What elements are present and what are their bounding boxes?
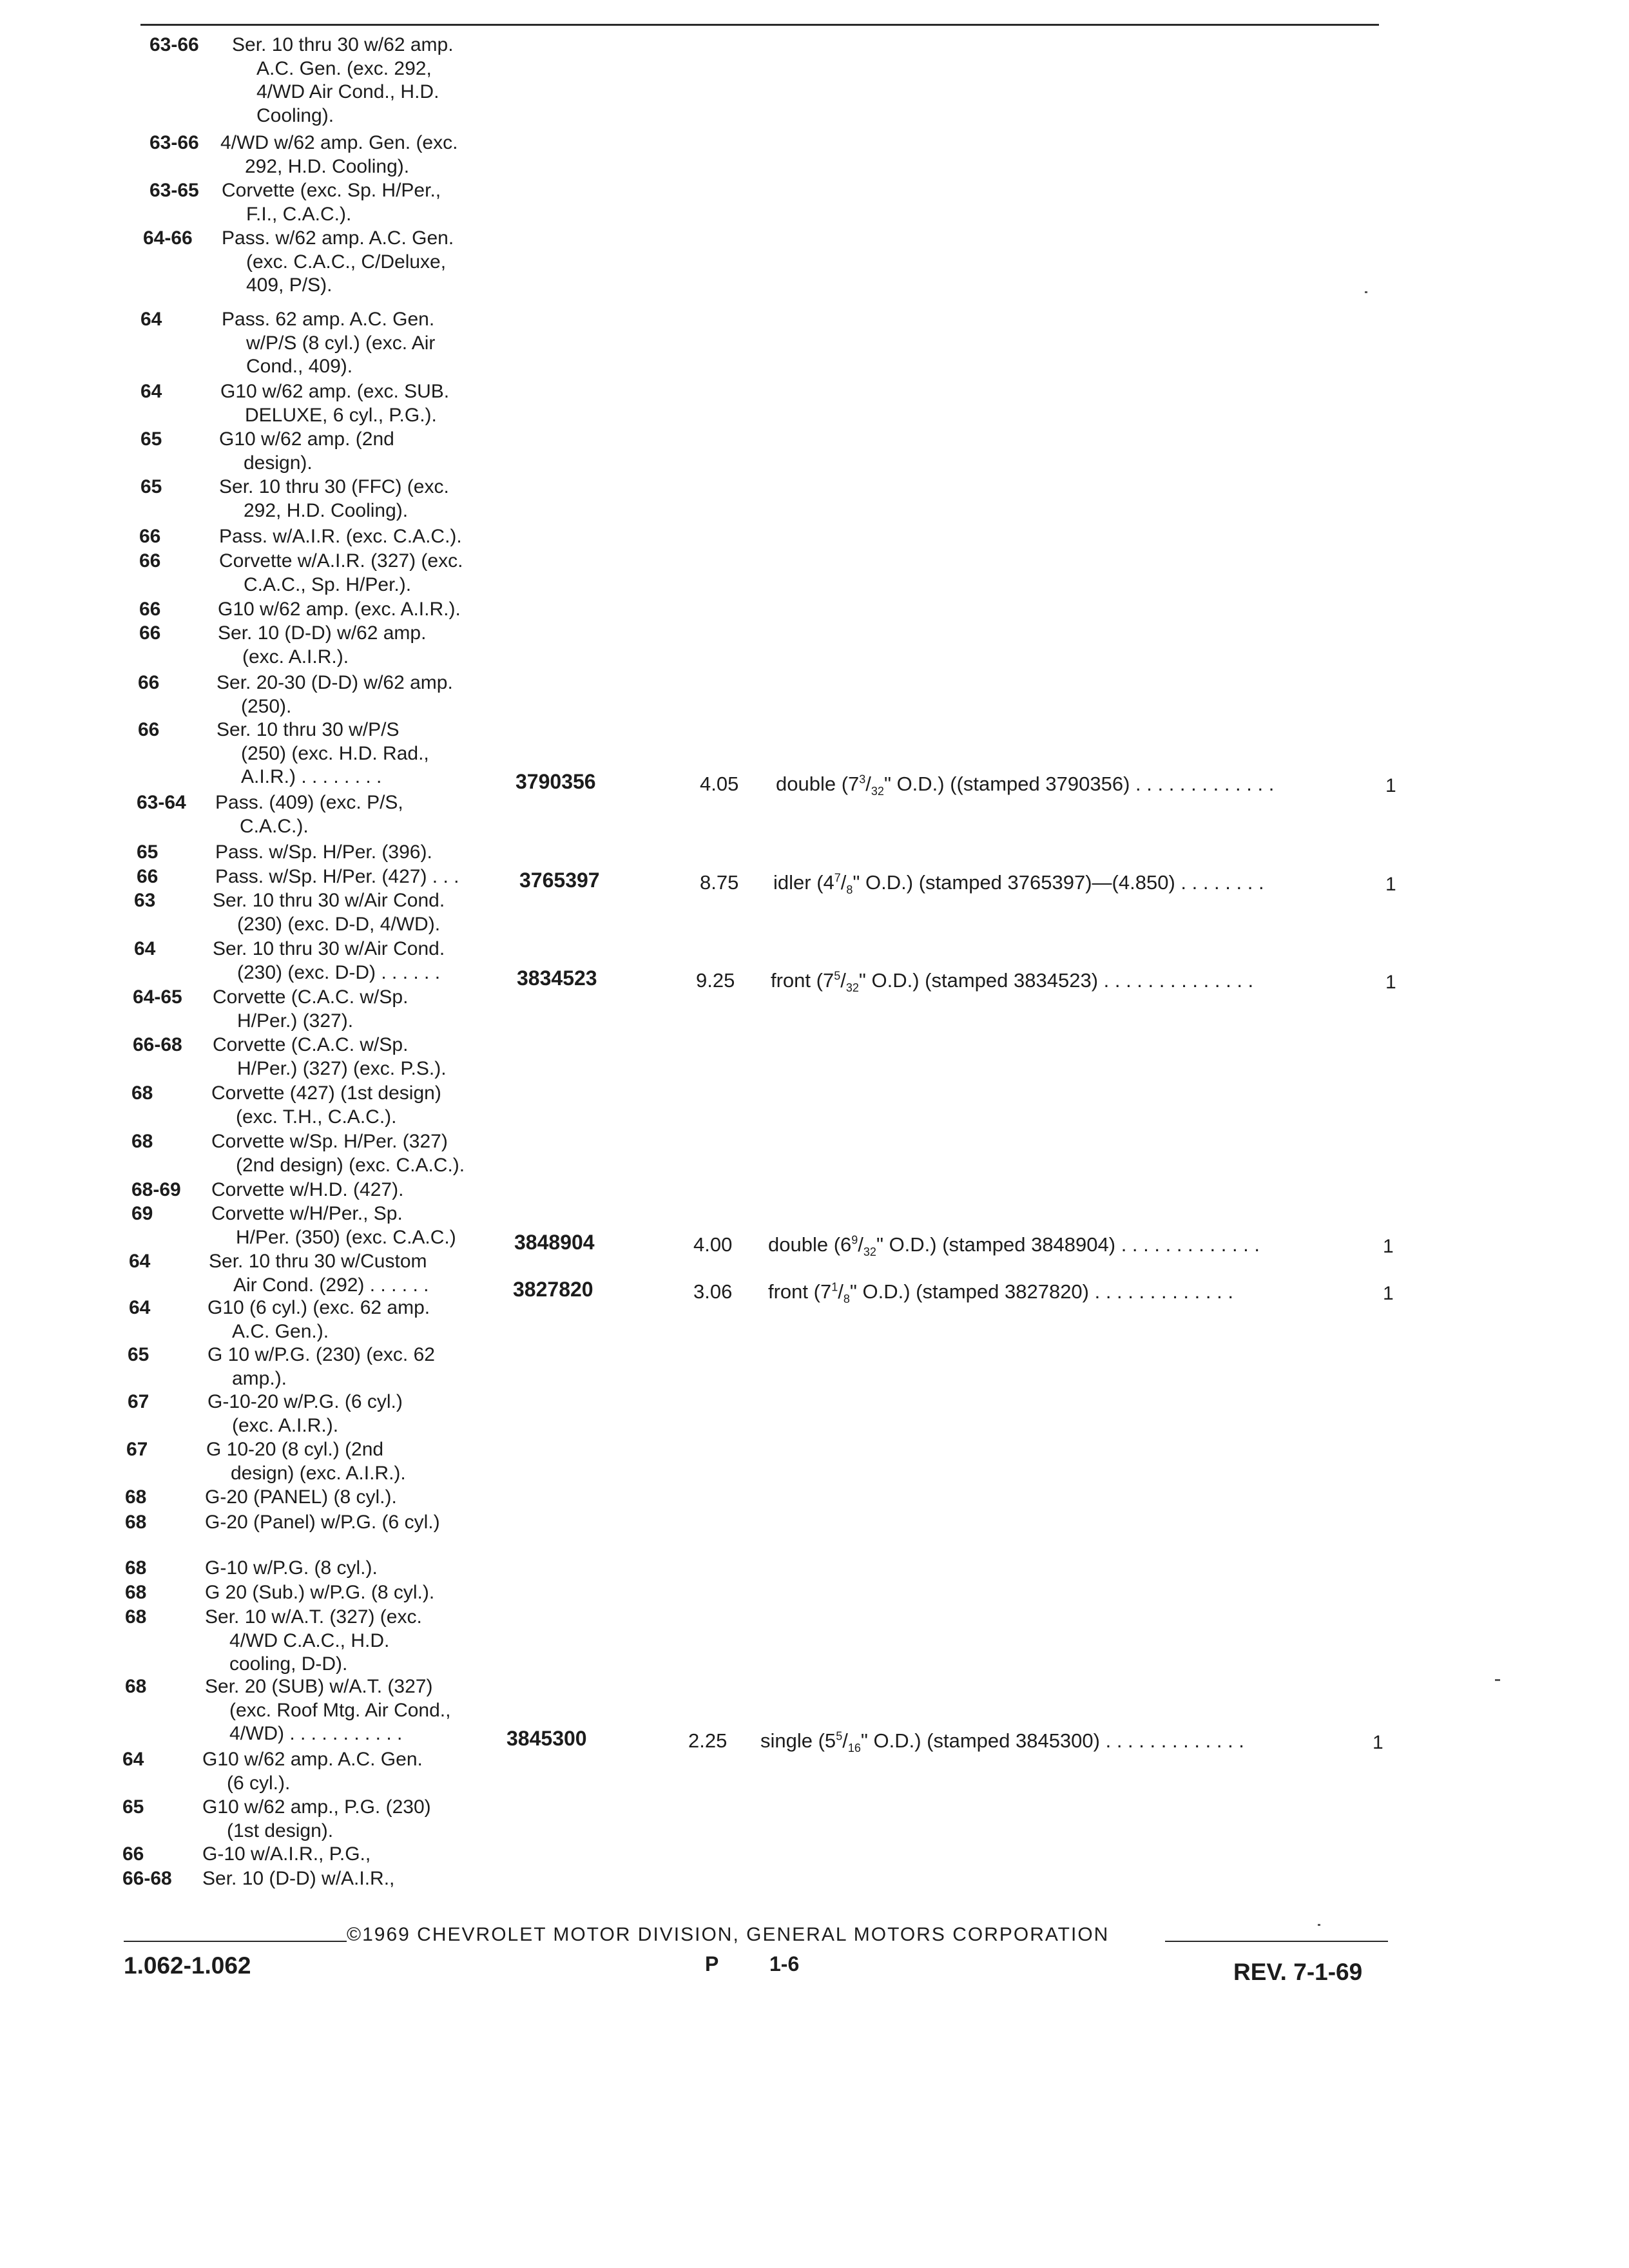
model-years: 68 [125, 1606, 147, 1628]
fraction-denominator: 8 [843, 1293, 850, 1306]
model-years: 65 [137, 841, 159, 863]
description-line: 4/WD) . . . . . . . . . . . [229, 1723, 403, 1744]
description-line: Ser. 10 thru 30 w/Air Cond. [213, 938, 445, 959]
model-years: 68 [125, 1557, 147, 1579]
application-description [215, 791, 403, 838]
description-line: G10 w/62 amp. (exc. A.I.R.). [218, 599, 461, 620]
description-line: (exc. Roof Mtg. Air Cond., [229, 1699, 451, 1721]
description-line: Cooling). [256, 104, 334, 126]
description-line: G 10-20 (8 cyl.) (2nd [206, 1439, 384, 1460]
application-description [218, 598, 461, 622]
application-description [222, 308, 435, 379]
fraction-slash: / [865, 773, 871, 795]
description-line: G10 (6 cyl.) (exc. 62 amp. [207, 1297, 430, 1318]
description-line: design) (exc. A.I.R.). [231, 1462, 406, 1484]
quantity: 1 [1373, 1732, 1383, 1753]
fraction-numerator: 7 [834, 871, 841, 885]
application-description [213, 937, 445, 985]
description-text: " O.D.) (stamped 3827820) . . . . . . . . . . . . . [849, 1280, 1233, 1303]
fraction-slash: / [838, 1280, 843, 1303]
model-years: 66 [138, 672, 160, 693]
fraction-numerator: 1 [831, 1280, 838, 1294]
application-description [219, 476, 449, 523]
description-line: Ser. 10 thru 30 (FFC) (exc. [219, 476, 449, 497]
description-line: Ser. 20 (SUB) w/A.T. (327) [205, 1676, 433, 1697]
application-description [220, 380, 449, 427]
application-description [213, 889, 445, 936]
model-years: 65 [140, 476, 162, 497]
fraction-denominator: 32 [845, 981, 859, 995]
description-line: Ser. 10 w/A.T. (327) (exc. [205, 1606, 422, 1628]
application-description [219, 525, 462, 549]
model-years: 65 [122, 1796, 144, 1818]
description-text: double (6 [768, 1233, 852, 1256]
application-description [211, 1178, 403, 1202]
description-line: w/P/S (8 cyl.) (exc. Air [246, 332, 436, 354]
part-number: 3845300 [506, 1727, 587, 1750]
copyright-line: ©1969 CHEVROLET MOTOR DIVISION, GENERAL MOTORS CORPORATION [347, 1924, 1110, 1945]
part-description [768, 1233, 1260, 1259]
fraction-slash: / [840, 871, 847, 894]
description-line: 292, H.D. Cooling). [245, 155, 410, 177]
fraction-numerator: 9 [851, 1233, 858, 1247]
list-price: 2.25 [688, 1729, 728, 1752]
description-text: " O.D.) (stamped 3845300) . . . . . . . . . . . . . [860, 1729, 1244, 1752]
quantity: 1 [1385, 874, 1396, 895]
application-description [232, 34, 454, 128]
application-description [207, 1390, 403, 1437]
description-line: Ser. 10 thru 30 w/62 amp. [232, 34, 454, 55]
description-line: (exc. T.H., C.A.C.). [236, 1106, 397, 1128]
part-number: 3834523 [517, 966, 597, 990]
model-years: 64-65 [133, 986, 182, 1008]
description-line: 409, P/S). [246, 274, 333, 296]
model-years: 69 [131, 1203, 153, 1224]
fraction-slash: / [842, 1729, 848, 1752]
description-line: DELUXE, 6 cyl., P.G.). [245, 404, 437, 426]
description-line: amp.). [232, 1367, 287, 1389]
fraction-denominator: 8 [846, 883, 853, 897]
model-years: 64 [140, 309, 162, 330]
description-line: Ser. 10 thru 30 w/Custom [209, 1251, 427, 1272]
description-line: (1st design). [227, 1820, 334, 1841]
fraction-slash: / [858, 1233, 863, 1256]
description-line: Air Cond. (292) . . . . . . [233, 1274, 429, 1296]
description-text: " O.D.) ((stamped 3790356) . . . . . . . . . . . . . [883, 773, 1275, 795]
model-years: 68-69 [131, 1179, 181, 1200]
model-years: 64 [140, 381, 162, 402]
description-line: (250). [241, 695, 292, 717]
footer-rule-left [124, 1941, 347, 1942]
description-line: C.A.C.). [240, 815, 309, 837]
page-label: P [705, 1952, 719, 1975]
model-years: 68 [131, 1082, 153, 1104]
list-price: 9.25 [696, 969, 735, 992]
model-years: 63-66 [149, 34, 199, 55]
model-years: 65 [128, 1344, 149, 1365]
description-line: H/Per.) (327). [237, 1010, 354, 1032]
description-line: G-10 w/A.I.R., P.G., [202, 1843, 371, 1865]
list-price: 4.00 [693, 1233, 733, 1256]
description-line: Ser. 10 (D-D) w/62 amp. [218, 622, 427, 644]
description-line: (6 cyl.). [227, 1772, 291, 1794]
description-text: front (7 [771, 969, 834, 992]
scan-speck [1365, 291, 1367, 293]
part-description [773, 871, 1264, 897]
application-description [202, 1748, 423, 1795]
application-description [209, 1250, 429, 1297]
application-description [213, 1033, 447, 1081]
model-years: 68 [131, 1131, 153, 1152]
scan-speck [1495, 1679, 1500, 1681]
footer-rule-right [1165, 1941, 1388, 1942]
fraction-numerator: 5 [836, 1729, 843, 1743]
list-price: 3.06 [693, 1280, 733, 1303]
description-line: Corvette (C.A.C. w/Sp. [213, 986, 409, 1008]
model-years: 63-64 [137, 792, 186, 813]
application-description [222, 179, 441, 226]
application-description [215, 841, 432, 865]
part-number: 3790356 [516, 770, 596, 793]
description-line: Corvette (C.A.C. w/Sp. [213, 1034, 409, 1055]
quantity: 1 [1383, 1236, 1394, 1257]
fraction-numerator: 3 [859, 773, 866, 786]
description-line: 4/WD w/62 amp. Gen. (exc. [220, 132, 458, 153]
model-years: 66 [138, 719, 160, 740]
model-years: 68 [125, 1582, 147, 1603]
part-number: 3765397 [519, 869, 600, 892]
model-years: 63 [134, 890, 156, 911]
description-line: Ser. 10 thru 30 w/P/S [217, 719, 400, 740]
model-years: 68 [125, 1486, 147, 1508]
application-description [217, 718, 429, 789]
description-text: " O.D.) (stamped 3834523) . . . . . . . . . . . . . . [858, 969, 1254, 992]
revision-date: REV. 7-1-69 [1233, 1959, 1363, 1985]
scan-speck [1318, 1924, 1320, 1926]
description-line: (exc. C.A.C., C/Deluxe, [246, 251, 447, 273]
description-line: Pass. 62 amp. A.C. Gen. [222, 309, 435, 330]
description-line: Pass. w/Sp. H/Per. (396). [215, 841, 432, 863]
description-line: G-10 w/P.G. (8 cyl.). [205, 1557, 378, 1579]
top-rule [140, 24, 1379, 26]
description-text: " O.D.) (stamped 3848904) . . . . . . . . . . . . . [876, 1233, 1260, 1256]
application-description [205, 1486, 397, 1510]
description-line: (230) (exc. D-D) . . . . . . [237, 961, 441, 983]
description-line: Corvette (exc. Sp. H/Per., [222, 180, 441, 201]
application-description [205, 1675, 450, 1746]
description-line: Corvette w/H/Per., Sp. [211, 1203, 403, 1224]
description-line: A.C. Gen. (exc. 292, [256, 57, 432, 79]
description-line: Pass. w/A.I.R. (exc. C.A.C.). [219, 526, 462, 547]
description-line: Corvette (427) (1st design) [211, 1082, 441, 1104]
description-line: C.A.C., Sp. H/Per.). [244, 573, 412, 595]
description-line: (exc. A.I.R.). [242, 646, 349, 668]
application-description [219, 428, 394, 475]
list-price: 4.05 [700, 773, 739, 795]
model-years: 66 [139, 550, 161, 572]
description-line: Ser. 10 thru 30 w/Air Cond. [213, 890, 445, 911]
description-line: G-20 (PANEL) (8 cyl.). [205, 1486, 397, 1508]
model-years: 64 [134, 938, 156, 959]
description-line: G 10 w/P.G. (230) (exc. 62 [207, 1344, 435, 1365]
model-years: 65 [140, 428, 162, 450]
quantity: 1 [1383, 1283, 1394, 1304]
fraction-denominator: 32 [863, 1245, 876, 1259]
application-description [218, 622, 426, 669]
description-line: Ser. 20-30 (D-D) w/62 amp. [217, 672, 453, 693]
part-number: 3827820 [513, 1278, 593, 1301]
description-line: Corvette w/H.D. (427). [211, 1179, 404, 1200]
application-description [217, 671, 453, 718]
part-description [771, 969, 1253, 995]
application-description [206, 1438, 406, 1485]
document-number: 1.062-1.062 [124, 1952, 251, 1979]
model-years: 68 [125, 1676, 147, 1697]
description-line: (250) (exc. H.D. Rad., [241, 742, 429, 764]
application-description [207, 1296, 430, 1343]
quantity: 1 [1385, 972, 1396, 993]
model-years: 64 [129, 1297, 151, 1318]
description-line: G-10-20 w/P.G. (6 cyl.) [207, 1391, 403, 1412]
application-description [213, 986, 408, 1033]
description-line: G-20 (Panel) w/P.G. (6 cyl.) [205, 1512, 440, 1533]
description-line: 4/WD C.A.C., H.D. [229, 1629, 390, 1651]
description-line: (exc. A.I.R.). [232, 1414, 339, 1436]
fraction-denominator: 32 [871, 785, 884, 798]
description-line: (230) (exc. D-D, 4/WD). [237, 913, 441, 935]
application-description [205, 1606, 422, 1677]
part-number: 3848904 [514, 1231, 595, 1254]
description-line: H/Per.) (327) (exc. P.S.). [237, 1057, 447, 1079]
model-years: 67 [128, 1391, 149, 1412]
part-description [760, 1729, 1244, 1755]
application-description [205, 1511, 440, 1535]
fraction-numerator: 5 [834, 969, 841, 983]
description-text: front (7 [768, 1280, 832, 1303]
description-text: double (7 [776, 773, 860, 795]
application-description [207, 1343, 435, 1390]
application-description [222, 227, 454, 298]
description-line: (2nd design) (exc. C.A.C.). [236, 1154, 465, 1176]
model-years: 64 [129, 1251, 151, 1272]
model-years: 63-66 [149, 132, 199, 153]
description-line: G10 w/62 amp. (exc. SUB. [220, 381, 450, 402]
description-line: Pass. w/62 amp. A.C. Gen. [222, 227, 454, 249]
description-line: 292, H.D. Cooling). [244, 499, 409, 521]
list-price: 8.75 [700, 871, 739, 894]
part-description [776, 773, 1274, 798]
model-years: 64-66 [143, 227, 193, 249]
application-description [211, 1202, 456, 1249]
description-line: design). [244, 452, 313, 474]
quantity: 1 [1385, 775, 1396, 796]
description-line: A.C. Gen.). [232, 1320, 329, 1342]
description-line: H/Per. (350) (exc. C.A.C.) [236, 1226, 456, 1248]
description-line: A.I.R.) . . . . . . . . [241, 766, 382, 787]
model-years: 66 [139, 526, 161, 547]
model-years: 66 [139, 622, 161, 644]
description-line: 4/WD Air Cond., H.D. [256, 81, 439, 102]
application-description [211, 1130, 465, 1177]
description-line: Corvette w/A.I.R. (327) (exc. [219, 550, 463, 572]
description-line: Corvette w/Sp. H/Per. (327) [211, 1131, 448, 1152]
description-line: cooling, D-D). [229, 1653, 348, 1675]
model-years: 67 [126, 1439, 148, 1460]
application-description [205, 1581, 434, 1605]
description-line: G10 w/62 amp. (2nd [219, 428, 394, 450]
description-text: idler (4 [773, 871, 834, 894]
application-description [219, 550, 463, 597]
application-description [211, 1082, 441, 1129]
model-years: 66 [122, 1843, 144, 1865]
description-line: G10 w/62 amp., P.G. (230) [202, 1796, 431, 1818]
description-line: Cond., 409). [246, 356, 353, 377]
description-line: Ser. 10 (D-D) w/A.I.R., [202, 1868, 395, 1889]
description-text: " O.D.) (stamped 3765397)—(4.850) . . . . . . . . [853, 871, 1264, 894]
application-description [205, 1557, 378, 1581]
application-description [202, 1843, 371, 1867]
application-description [202, 1796, 431, 1843]
application-description [215, 865, 459, 889]
model-years: 66 [137, 866, 159, 887]
model-years: 63-65 [149, 180, 199, 201]
page-number: 1-6 [769, 1952, 800, 1975]
model-years: 66 [139, 599, 161, 620]
description-line: Pass. (409) (exc. P/S, [215, 792, 403, 813]
description-line: G10 w/62 amp. A.C. Gen. [202, 1749, 423, 1770]
description-text: single (5 [760, 1729, 836, 1752]
application-description [202, 1867, 394, 1891]
description-line: G 20 (Sub.) w/P.G. (8 cyl.). [205, 1582, 435, 1603]
application-description [220, 131, 458, 178]
model-years: 66-68 [122, 1868, 172, 1889]
model-years: 64 [122, 1749, 144, 1770]
description-line: F.I., C.A.C.). [246, 203, 352, 225]
part-description [768, 1280, 1233, 1306]
description-line: Pass. w/Sp. H/Per. (427) . . . [215, 866, 459, 887]
model-years: 66-68 [133, 1034, 182, 1055]
model-years: 68 [125, 1512, 147, 1533]
fraction-denominator: 16 [847, 1742, 861, 1755]
fraction-slash: / [840, 969, 846, 992]
